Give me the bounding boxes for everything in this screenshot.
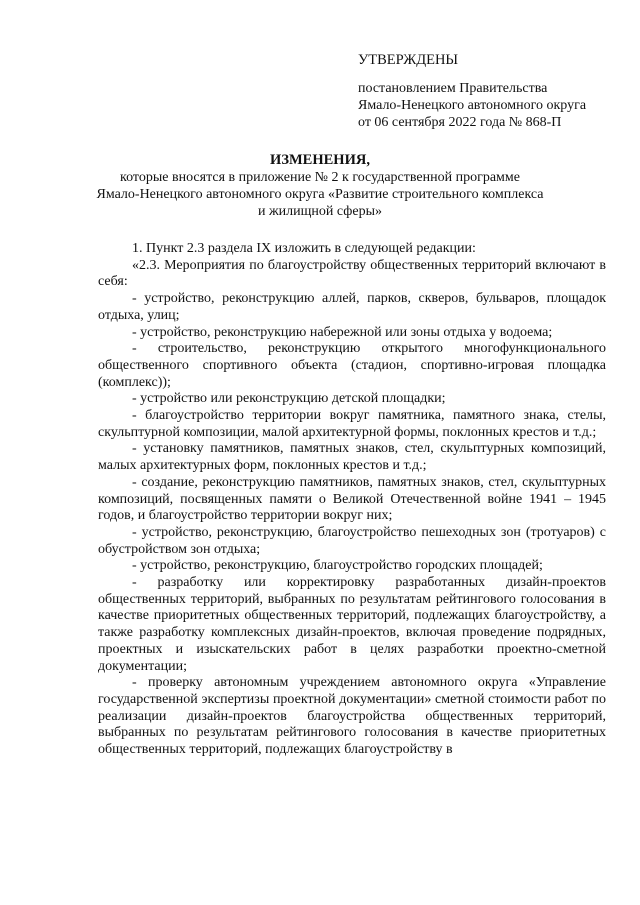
approval-line: от 06 сентября 2022 года № 868-П — [358, 115, 562, 130]
body-paragraph: - строительство, реконструкцию открытого многофункционального общественного спортивного объекта (стадион, спортивно-игровая площадка (комплекс)); — [98, 341, 606, 390]
body-paragraph: - проверку автономным учреждением автономного округа «Управление государственной экспертизы проектной документации» сметной стоимости работ по реализации дизайн-проектов благоустройства общественных территорий, выбранных по результатам рейтингового голосования в качестве приоритетных общественных территорий, подлежащих благоустройству в — [98, 675, 606, 758]
body-paragraph: 1. Пункт 2.3 раздела IX изложить в следующей редакции: — [132, 241, 476, 256]
body-paragraph: - устройство, реконструкцию аллей, парков, скверов, бульваров, площадок отдыха, улиц; — [98, 291, 606, 323]
document-subtitle-line: Ямало-Ненецкого автономного округа «Развитие строительного комплекса — [96, 187, 544, 202]
body-paragraph: - устройство, реконструкцию набережной или зоны отдыха у водоема; — [132, 324, 553, 340]
body-paragraph: - установку памятников, памятных знаков, стел, скульптурных композиций, малых архитектурных форм, поклонных крестов и т.д.; — [98, 441, 606, 474]
document-title: ИЗМЕНЕНИЯ, — [270, 152, 370, 168]
body-paragraph: - устройство или реконструкцию детской площадки; — [132, 391, 446, 407]
body-paragraph: - создание, реконструкцию памятников, памятных знаков, стел, скульптурных композиций, посвященных памяти о Великой Отечественной войне 1941 – 1945 годов, и благоустройство территории вокруг них; — [98, 474, 606, 524]
document-title-block — [60, 152, 580, 220]
document-subtitle-line: которые вносятся в приложение № 2 к государственной программе — [120, 170, 520, 185]
approval-heading: УТВЕРЖДЕНЫ — [358, 52, 459, 68]
body-paragraph: - устройство, реконструкцию, благоустройство пешеходных зон (тротуаров) с обустройством зон отдыха; — [98, 524, 606, 557]
body-paragraph: - разработку или корректировку разработанных дизайн-проектов общественных территорий, выбранных по результатам рейтингового голосования в качестве приоритетных общественных территорий, подлежащих благоустройству, а также разработку комплексных дизайн-проектов, включая проведение подрядных, проектных и изыскательских работ в целях разработки проектно-сметной документации; — [98, 575, 606, 674]
approval-line: Ямало-Ненецкого автономного округа — [358, 98, 587, 113]
approval-block — [358, 52, 586, 131]
body-paragraph: - благоустройство территории вокруг памятника, памятного знака, стелы, скульптурной композиции, малой архитектурной формы, поклонных крестов и т.д.; — [98, 408, 606, 440]
document-subtitle-line: и жилищной сферы» — [258, 204, 382, 219]
document-body — [98, 241, 606, 759]
approval-line: постановлением Правительства — [358, 81, 548, 96]
body-paragraph: - устройство, реконструкцию, благоустройство городских площадей; — [132, 558, 543, 574]
body-paragraph: «2.3. Мероприятия по благоустройству общественных территорий включают в себя: — [98, 257, 606, 290]
